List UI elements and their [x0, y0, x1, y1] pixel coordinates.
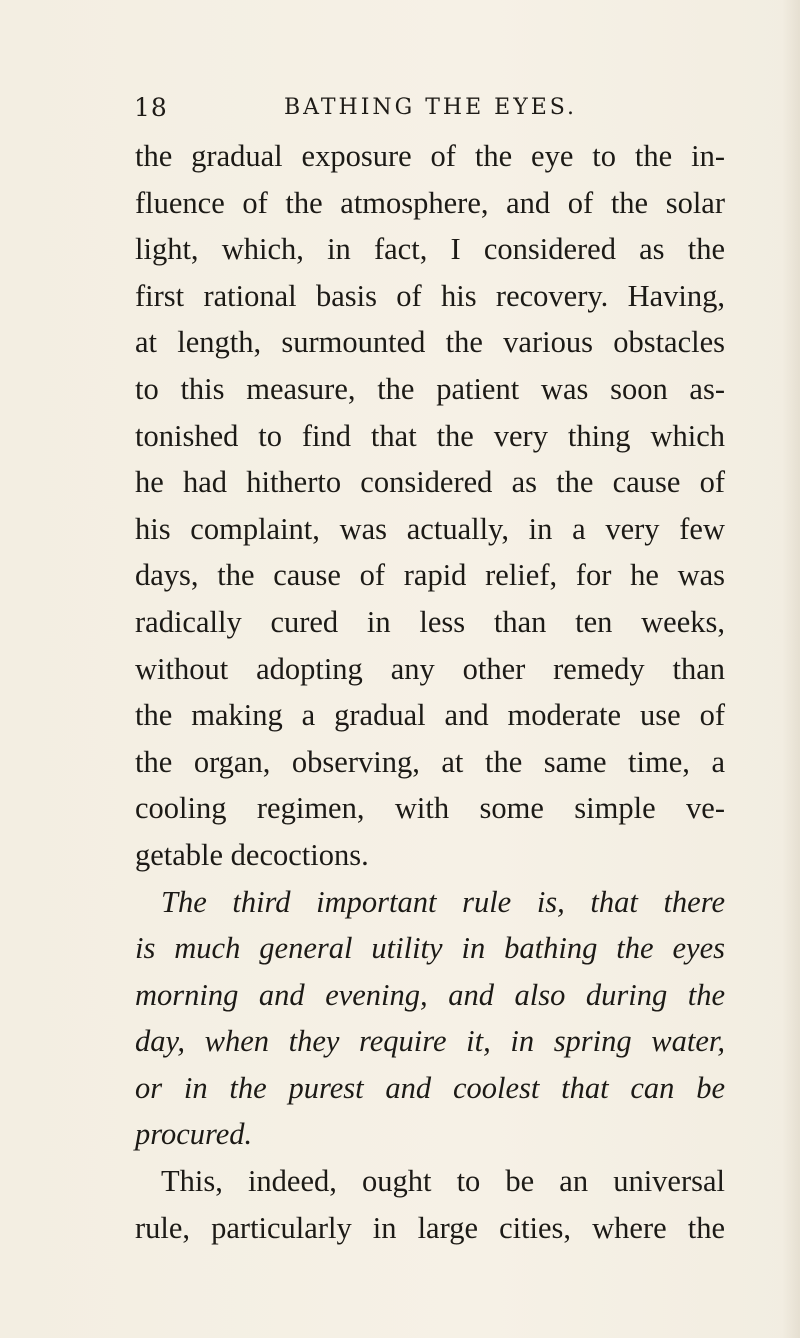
running-head: BATHING THE EYES. [284, 95, 578, 120]
text-line: days, the cause of rapid relief, for he was [135, 558, 725, 593]
text-line: his complaint, was actually, in a very few [135, 511, 725, 546]
text-line: day, when they require it, in spring water, [135, 1024, 725, 1059]
paragraph [135, 1158, 725, 1251]
text-line: morning and evening, and also during the [135, 977, 725, 1012]
text-line: cooling regimen, with some simple ve- [135, 791, 725, 826]
text-line: at length, surmounted the various obstacles [135, 325, 725, 360]
text-line: procured. [135, 1117, 253, 1152]
text-line: radically cured in less than ten weeks, [135, 604, 725, 639]
page-header [134, 93, 724, 133]
text-line: first rational basis of his recovery. Having, [135, 278, 725, 313]
text-line: fluence of the atmosphere, and of the solar [135, 185, 725, 220]
text-line: the organ, observing, at the same time, a [135, 744, 725, 779]
text-line: without adopting any other remedy than [135, 651, 725, 686]
page-number: 18 [134, 93, 168, 122]
text-line: the gradual exposure of the eye to the in- [135, 139, 725, 173]
page-edge-shadow [782, 0, 800, 1338]
text-line: The third important rule is, that there [161, 884, 725, 919]
paragraph [135, 133, 725, 879]
text-line: tonished to find that the very thing which [135, 418, 725, 453]
body-text [135, 133, 725, 1251]
text-line: the making a gradual and moderate use of [135, 698, 725, 733]
text-line: light, which, in fact, I considered as the [135, 232, 725, 267]
text-line: This, indeed, ought to be an universal [161, 1164, 725, 1199]
paragraph [135, 879, 725, 1159]
text-line: is much general utility in bathing the eyes [135, 931, 725, 966]
text-line: rule, particularly in large cities, where the [135, 1210, 725, 1245]
text-line: he had hitherto considered as the cause of [135, 465, 725, 500]
text-line: or in the purest and coolest that can be [135, 1070, 725, 1105]
text-line: getable decoctions. [135, 837, 369, 872]
text-line: to this measure, the patient was soon as- [135, 371, 725, 406]
